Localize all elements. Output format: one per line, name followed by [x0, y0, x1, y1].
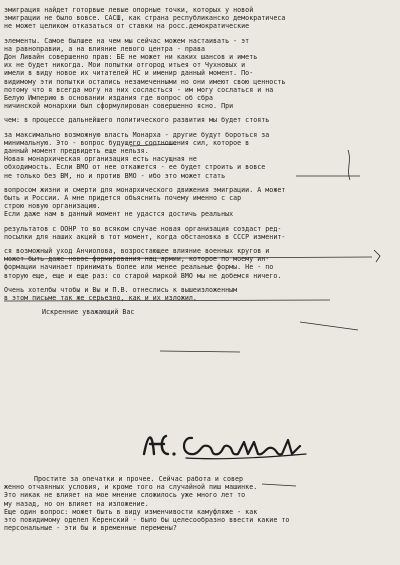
letter-line: потому что я всегда могу на них сосласться - им могу сослаться и на	[4, 85, 274, 94]
letter-line: Очень хотелбы чтобы и Вы и П.В. отнеслись к вышеизложенным	[4, 285, 238, 294]
letter-line: имели в виду новое их читателей НС и именир данный момент. По-	[4, 69, 254, 78]
letter-line: видимому эти попытки остались незамеченными но они имеют свою ценность	[4, 77, 286, 86]
letter-line: ничинской монархии был сформулирован совершенно ясно. При	[4, 102, 234, 111]
letter-line: вопросом жизни и смерти для монархического движения эмиграции. А может	[4, 185, 286, 194]
letter-line: эмиграция найдет готорвые левые опорные точки, которых у новой	[4, 6, 254, 14]
postscript-line: му назад, но он влияет на изложение.	[4, 499, 149, 508]
letter-line: не может целиком отказаться от ставки на росс.демократические	[4, 22, 250, 31]
letter-line: результатов с ООНР то во всяком случае новая организация создаст ред-	[4, 224, 282, 233]
closing-line: Искренние уважающий Вас	[42, 308, 135, 317]
letter-line: не только без ВМ, но и против ВМО - ибо это может стать	[4, 171, 226, 180]
letter-line: Белую Империю в основании издания где вопрос об сбра	[4, 94, 214, 103]
postscript-line: женно отчаянных условия, и кроме того на случайной пиш машинке.	[4, 483, 258, 492]
postscript-line: Простите за опечатки и прочее. Сейчас работа и совер	[34, 475, 244, 483]
letter-line: элементы. Самое былшее на чем мы сейчас можем настаивать - эт	[4, 36, 250, 45]
postscript-line: персональные - эти бы и временные перемены?	[4, 524, 177, 533]
letter-line: данный момент предвидеть еще нельзя.	[4, 147, 149, 156]
letter-line: Новая монархическая организация есть насущная не	[4, 155, 197, 164]
letter-line: строю новую организацию.	[4, 202, 101, 211]
letter-line: чем: в процессе дальнейшего политического развития мы будет стоять	[4, 116, 270, 125]
letter-line: посылки для наших акций в тот момент, когда обстановка в СССР изменит-	[4, 232, 286, 241]
postscript-line: Еще один вопрос: может быть в виду изменчивости камуфляже - как	[4, 507, 258, 516]
letter-line: за максимально возможную власть Монарха - другие будут бороться за	[4, 130, 270, 139]
letter-line: обходимость. Если ВМО от нее откажется - ее будет строить и вовсе	[4, 163, 266, 172]
letter-line: Если даже нам в данный момент не удастся достичь реальных	[4, 210, 234, 219]
handwritten-signature	[130, 424, 330, 464]
letter-line: на равноправии, а на влияние левого центра - права	[4, 44, 205, 53]
letter-line: их не будет никогда. Мои попытки отгород итьея от Чухновых и	[4, 61, 246, 70]
letter-line: быть и России. А мне придется объяснить почему именно с сар	[4, 194, 242, 203]
letter-line: Дон Ливайн совершенно прав: БЕ не может ни каких шансов и иметь	[4, 53, 258, 62]
postscript-line: Это никак не влияет на мое мнение сложилось уже много лет то	[4, 491, 246, 500]
letter-line: эмиграции не было вовсе. САСШ, как страна республиканско демократичеса	[4, 14, 286, 23]
postscript-line: это повидимому оделел Керенский - было бы целесообразно ввести какие то	[4, 516, 290, 525]
letter-line: может быть даже новое формирования нац армии, которое по моему ин-	[4, 255, 270, 264]
letter-line: минимальную. Это - вопрос будущего соотношения сил, которое в	[4, 138, 250, 147]
letter-body	[4, 6, 398, 317]
letter-line: в этом письме так же серьезно, как и их изложил.	[4, 294, 197, 303]
letter-line: вторую еще, еще и еще раз: со старой маркой ВМО мы не добемся ничего.	[4, 271, 282, 280]
letter-line: ся возможный уход Анчиолова, возростающее влияние военных кругов и	[4, 247, 270, 256]
letter-line: формации начинает принимать более или менее реальные формы. Не - по	[4, 263, 274, 272]
postscript	[4, 475, 398, 532]
